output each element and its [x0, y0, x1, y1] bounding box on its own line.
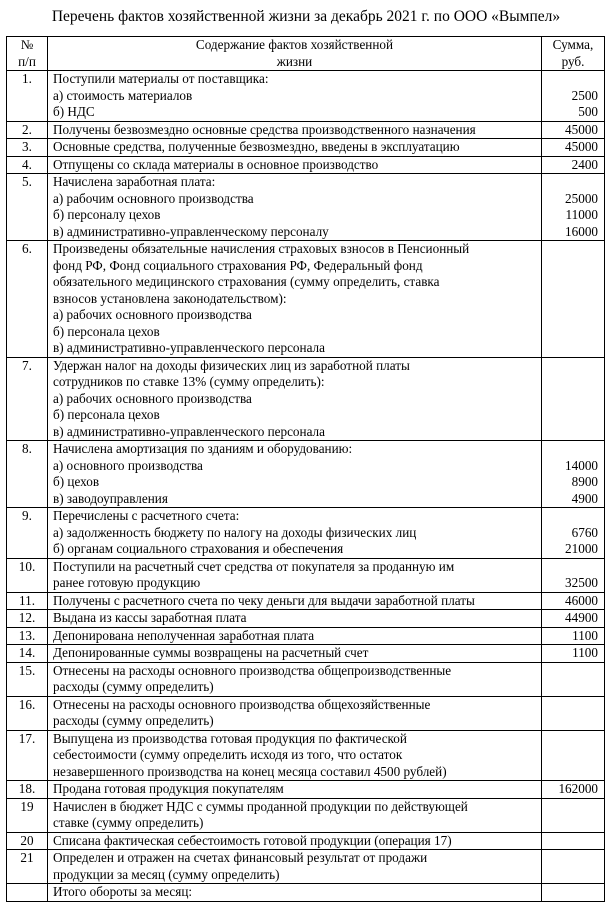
row-sum — [542, 508, 605, 559]
description-line: Удержан налог на доходы физических лиц из заработной платы — [53, 357, 410, 373]
description-line: Поступили материалы от поставщика: — [53, 71, 269, 86]
row-description — [48, 357, 542, 441]
row-description — [48, 662, 542, 696]
description-line: б) цехов — [53, 474, 100, 489]
description-line: а) рабочим основного производства — [53, 190, 254, 206]
table-row — [7, 645, 605, 663]
description-line: ранее готовую продукцию — [53, 575, 201, 590]
row-sum — [542, 662, 605, 696]
sum-value — [544, 174, 598, 191]
row-description — [48, 696, 542, 730]
sum-value — [544, 508, 598, 525]
table-row — [7, 357, 605, 441]
description-line: Начислена заработная плата: — [53, 174, 216, 189]
sum-value: 25000 — [565, 190, 598, 206]
row-sum — [542, 730, 605, 781]
table-row — [7, 139, 605, 157]
row-number: 21 — [7, 850, 48, 884]
description-line: в) административно-управленческого персонала — [53, 423, 325, 439]
description-line: расходы (сумму определить) — [53, 679, 214, 694]
row-number: 2. — [7, 121, 48, 139]
table-row — [7, 592, 605, 610]
description-line: Отпущены со склада материалы в основное производство — [53, 156, 379, 172]
row-sum — [542, 156, 605, 174]
description-line: Продана готовая продукция покупателям — [53, 781, 284, 796]
sum-value: 2500 — [571, 87, 598, 103]
row-number: 10. — [7, 558, 48, 592]
description-line: б) персонала цехов — [53, 407, 160, 422]
description-line: себестоимости (сумму определить исходя из того, что остаток — [53, 747, 403, 762]
row-number: 3. — [7, 139, 48, 157]
row-sum — [542, 645, 605, 663]
table-row — [7, 662, 605, 696]
table-row — [7, 832, 605, 850]
description-line: Основные средства, полученные безвозмездно, введены в эксплуатацию — [53, 139, 460, 154]
sum-value — [544, 559, 598, 576]
facts-table — [6, 36, 605, 902]
sum-value: 500 — [578, 104, 598, 119]
row-sum — [542, 884, 605, 902]
row-number: 19 — [7, 798, 48, 832]
row-description — [48, 730, 542, 781]
sum-value — [544, 441, 598, 458]
row-description — [48, 71, 542, 122]
description-line: в) заводоуправления — [53, 490, 168, 506]
sum-value: 162000 — [558, 781, 598, 796]
row-description — [48, 139, 542, 157]
row-description — [48, 156, 542, 174]
sum-value: 45000 — [565, 121, 598, 137]
table-row — [7, 781, 605, 799]
description-line: б) органам социального страхования и обеспечения — [53, 541, 344, 556]
row-description — [48, 441, 542, 508]
row-description — [48, 508, 542, 559]
description-line: обязательного медицинского страхования (сумму определить, ставка — [53, 274, 440, 289]
row-sum — [542, 798, 605, 832]
row-description — [48, 781, 542, 799]
description-line: б) персоналу цехов — [53, 207, 161, 222]
description-line: б) НДС — [53, 104, 95, 119]
description-line: Начислена амортизация по зданиям и оборудованию: — [53, 441, 353, 456]
sum-value: 6760 — [571, 524, 598, 540]
description-line: Произведены обязательные начисления страховых взносов в Пенсионный — [53, 241, 470, 256]
row-description — [48, 832, 542, 850]
sum-value: 2400 — [571, 156, 598, 172]
description-line: а) рабочих основного производства — [53, 307, 252, 322]
sum-value: 16000 — [565, 223, 598, 239]
row-number — [7, 884, 48, 902]
description-line: взносов установлена законодательством): — [53, 290, 287, 306]
table-row — [7, 884, 605, 902]
description-line: фонд РФ, Фонд социального страхования РФ, Федеральный фонд — [53, 257, 423, 273]
table-row — [7, 241, 605, 358]
row-sum — [542, 241, 605, 358]
description-line: Получены с расчетного счета по чеку деньги для выдачи заработной платы — [53, 592, 475, 608]
row-description — [48, 645, 542, 663]
sum-value: 14000 — [565, 457, 598, 473]
row-number: 17. — [7, 730, 48, 781]
row-description — [48, 592, 542, 610]
row-sum — [542, 832, 605, 850]
row-number: 5. — [7, 174, 48, 241]
header-description: Содержание фактов хозяйственной жизни — [48, 37, 542, 71]
table-row — [7, 71, 605, 122]
table-row — [7, 174, 605, 241]
row-number: 18. — [7, 781, 48, 799]
row-number: 20 — [7, 832, 48, 850]
description-line: незавершенного производства на конец месяца составил 4500 рублей) — [53, 763, 447, 779]
row-number: 4. — [7, 156, 48, 174]
row-number: 13. — [7, 627, 48, 645]
sum-value: 1100 — [572, 645, 598, 660]
table-row — [7, 508, 605, 559]
sum-value: 46000 — [565, 592, 598, 608]
row-sum — [542, 592, 605, 610]
table-row — [7, 798, 605, 832]
description-line: Выпущена из производства готовая продукция по фактической — [53, 730, 407, 746]
row-description — [48, 884, 542, 902]
row-number: 8. — [7, 441, 48, 508]
description-line: Получены безвозмездно основные средства производственного назначения — [53, 121, 476, 137]
row-number: 14. — [7, 645, 48, 663]
description-line: Поступили на расчетный счет средства от покупателя за проданную им — [53, 558, 455, 574]
row-description — [48, 850, 542, 884]
row-number: 15. — [7, 662, 48, 696]
description-line: Депонированные суммы возвращены на расчетный счет — [53, 645, 369, 660]
row-sum — [542, 781, 605, 799]
row-description — [48, 558, 542, 592]
row-description — [48, 610, 542, 628]
description-line: а) стоимость материалов — [53, 87, 193, 103]
description-line: а) рабочих основного производства — [53, 390, 252, 406]
row-sum — [542, 174, 605, 241]
row-description — [48, 627, 542, 645]
row-description — [48, 241, 542, 358]
table-row — [7, 730, 605, 781]
description-line: продукции за месяц (сумму определить) — [53, 866, 280, 882]
description-line: Определен и отражен на счетах финансовый результат от продажи — [53, 850, 428, 865]
table-row — [7, 558, 605, 592]
sum-value: 21000 — [565, 541, 598, 556]
row-sum — [542, 558, 605, 592]
description-line: Списана фактическая себестоимость готовой продукции (операция 17) — [53, 832, 452, 848]
row-sum — [542, 139, 605, 157]
row-number: 6. — [7, 241, 48, 358]
description-line: Депонирована неполученная заработная плата — [53, 627, 315, 643]
table-row — [7, 610, 605, 628]
header-number: № п/п — [7, 37, 48, 71]
row-sum — [542, 71, 605, 122]
table-row — [7, 441, 605, 508]
sum-value: 32500 — [565, 575, 598, 590]
row-sum — [542, 441, 605, 508]
description-line: а) основного производства — [53, 457, 203, 473]
description-line: Отнесены на расходы основного производства общепроизводственные — [53, 662, 452, 678]
header-sum: Сумма, руб. — [542, 37, 605, 71]
table-row — [7, 850, 605, 884]
table-row — [7, 156, 605, 174]
description-line: Начислен в бюджет НДС с суммы проданной продукции по действующей — [53, 798, 468, 814]
sum-value: 44900 — [565, 610, 598, 625]
sum-value: 8900 — [571, 474, 598, 489]
description-line: сотрудников по ставке 13% (сумму определить): — [53, 374, 325, 389]
row-sum — [542, 627, 605, 645]
description-line: Выдана из кассы заработная плата — [53, 610, 247, 625]
sum-value: 4900 — [571, 490, 598, 506]
description-line: Перечислены с расчетного счета: — [53, 508, 240, 523]
table-row — [7, 696, 605, 730]
row-description — [48, 121, 542, 139]
row-number: 16. — [7, 696, 48, 730]
description-line: в) административно-управленческому персоналу — [53, 223, 329, 239]
description-line: Отнесены на расходы основного производства общехозяйственные — [53, 696, 431, 712]
description-line: а) задолженность бюджету по налогу на доходы физических лиц — [53, 524, 417, 540]
table-row — [7, 121, 605, 139]
description-line: расходы (сумму определить) — [53, 713, 214, 728]
description-line: ставке (сумму определить) — [53, 815, 204, 830]
row-sum — [542, 850, 605, 884]
row-sum — [542, 610, 605, 628]
row-number: 11. — [7, 592, 48, 610]
sum-value: 45000 — [565, 139, 598, 154]
row-sum — [542, 121, 605, 139]
description-line: Итого обороты за месяц: — [53, 884, 193, 899]
row-number: 12. — [7, 610, 48, 628]
row-description — [48, 798, 542, 832]
document-title: Перечень фактов хозяйственной жизни за декабрь 2021 г. по ООО «Вымпел» — [51, 8, 561, 25]
row-description — [48, 174, 542, 241]
sum-value: 11000 — [565, 207, 598, 222]
description-line: в) административно-управленческого персонала — [53, 340, 325, 355]
row-number: 7. — [7, 357, 48, 441]
row-sum — [542, 357, 605, 441]
row-sum — [542, 696, 605, 730]
table-row — [7, 627, 605, 645]
description-line: б) персонала цехов — [53, 323, 160, 339]
row-number: 1. — [7, 71, 48, 122]
sum-value: 1100 — [572, 627, 598, 643]
sum-value — [544, 71, 598, 88]
row-number: 9. — [7, 508, 48, 559]
table-header-row — [7, 37, 605, 71]
